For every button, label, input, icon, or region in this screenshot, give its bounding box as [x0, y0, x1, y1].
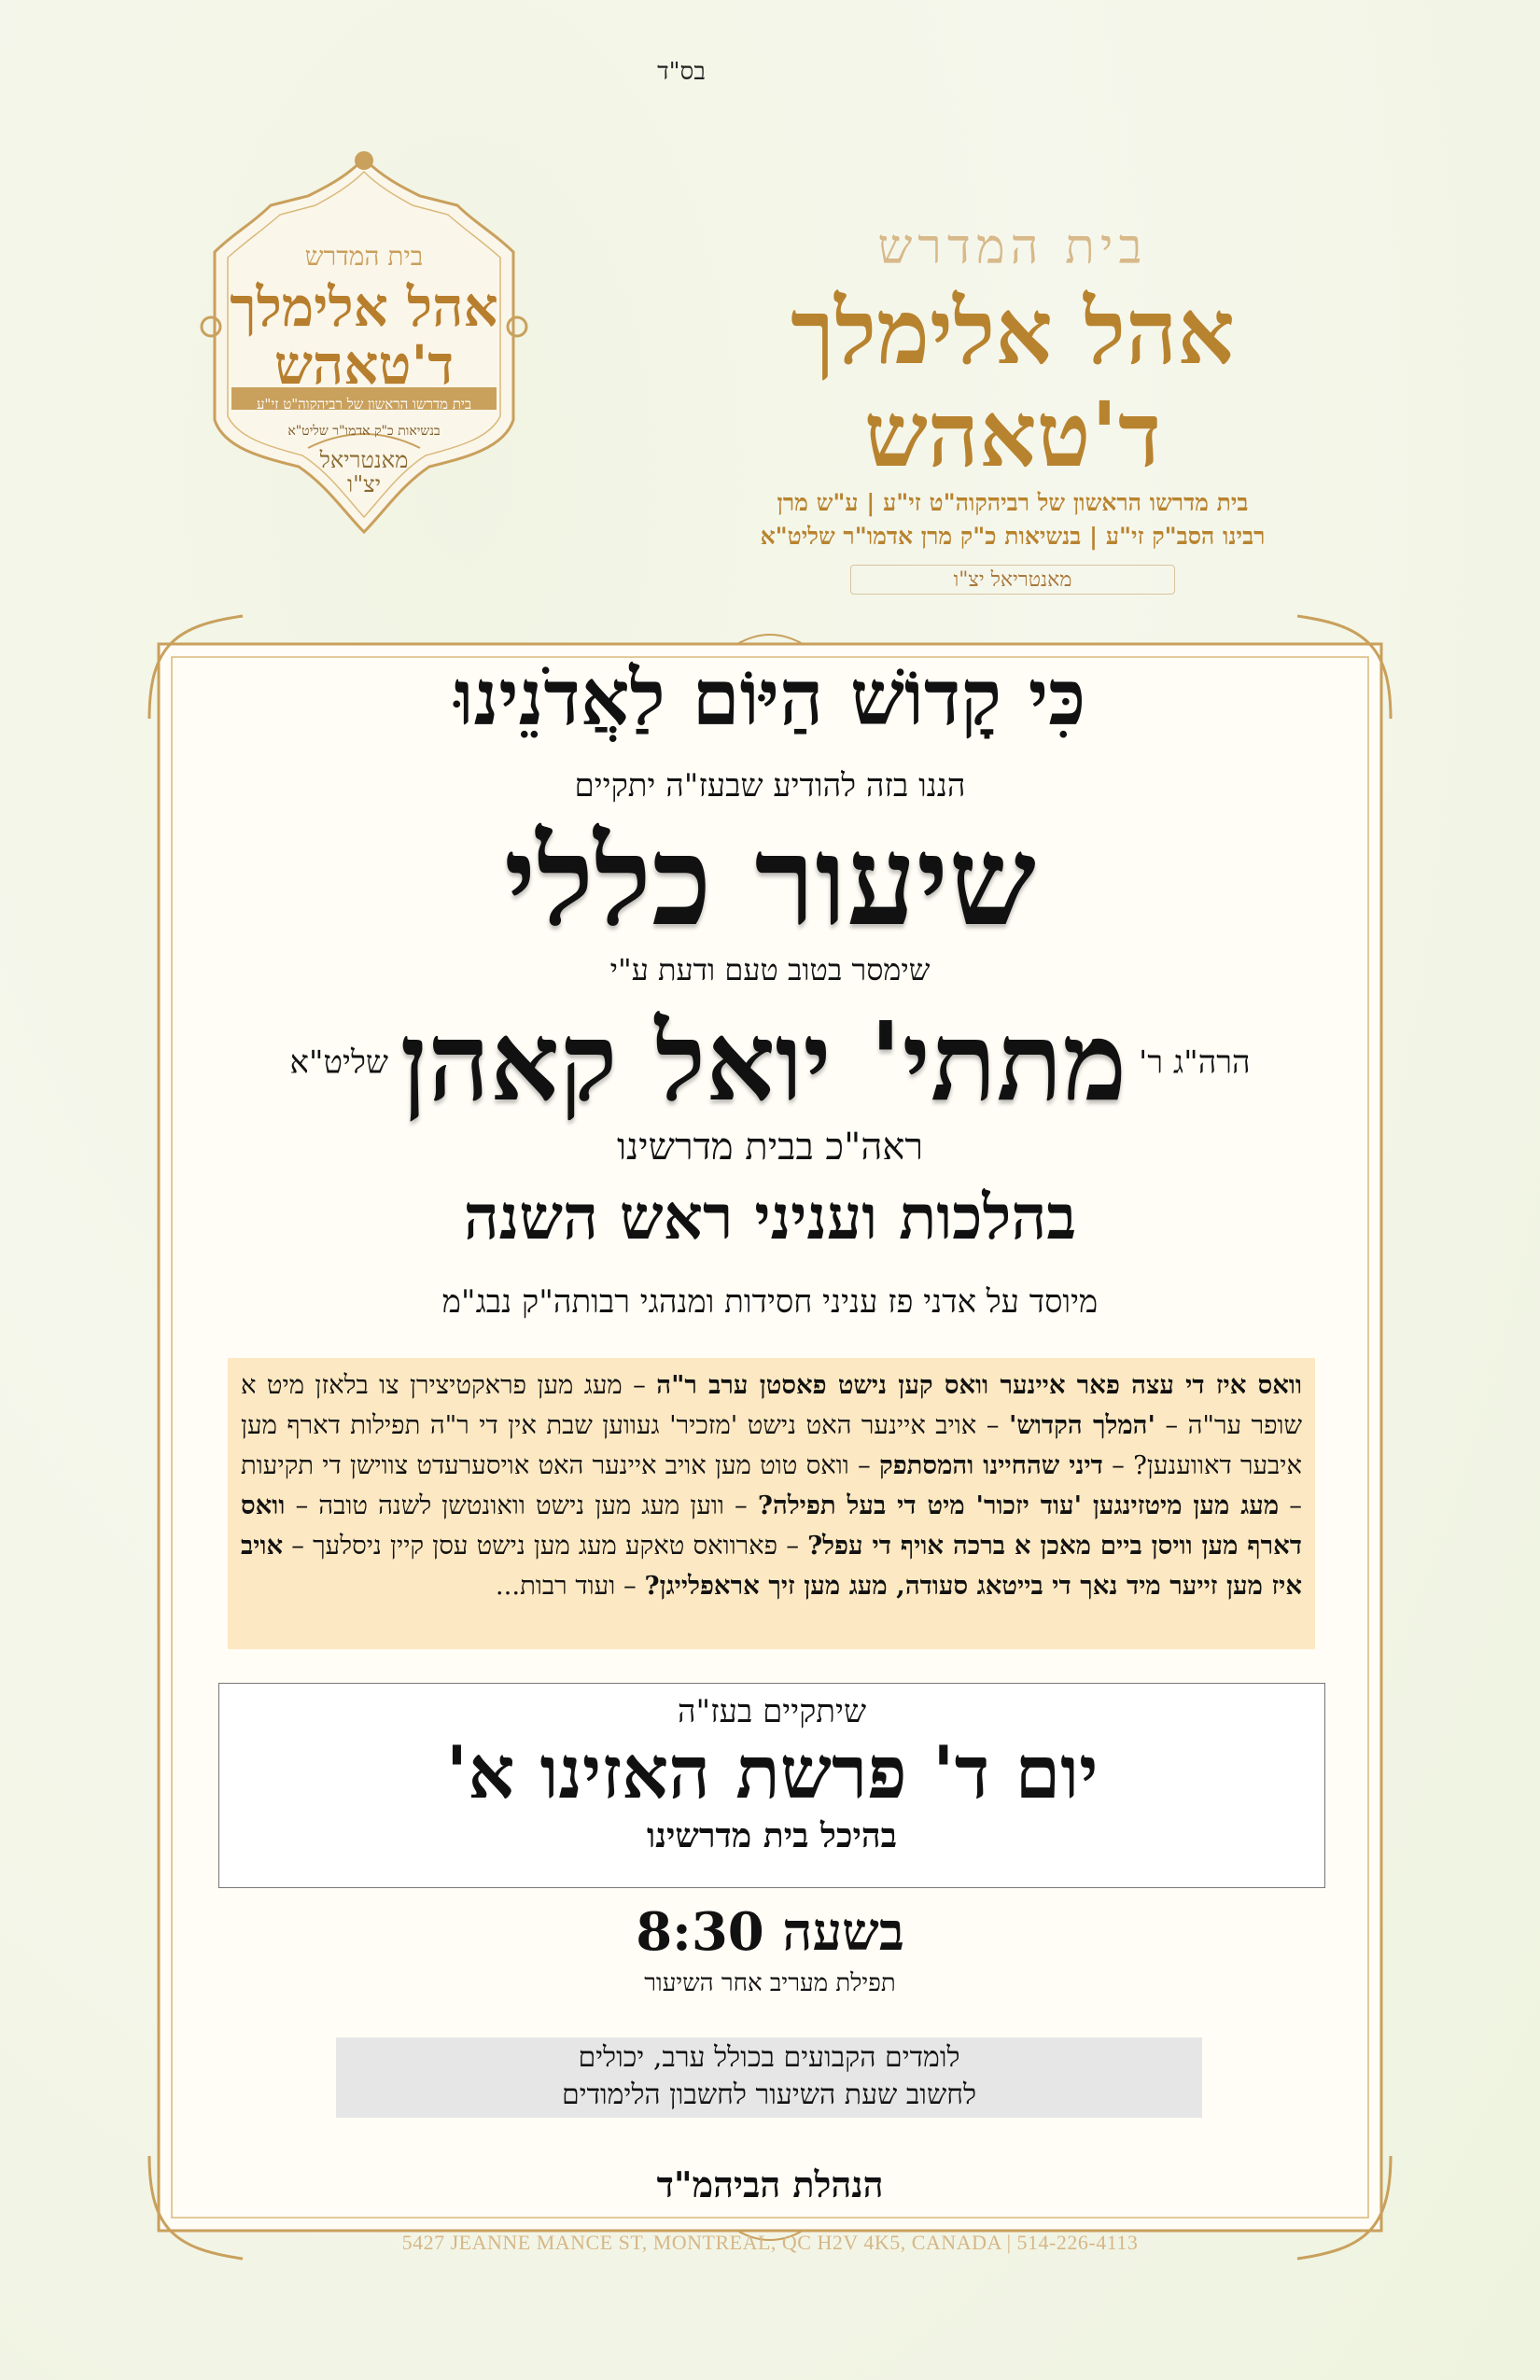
- badge-city: [159, 448, 569, 497]
- event-box: [218, 1683, 1325, 1888]
- question-bold: וואס איז די עצה פאר איינער וואס קען נישט פאסטן ערב ר"ה: [656, 1370, 1302, 1400]
- bsd-mark: בס"ד: [657, 58, 706, 86]
- question-bold: אויב איז מען זייער מיד נאך די בייטאג סעודה, מעג מען זיך אראפלייגן?: [241, 1531, 1302, 1601]
- badge-main-line2: ד'טאהש: [273, 333, 455, 397]
- question-bold: דיני שהחיינו והמסתפק: [878, 1450, 1103, 1480]
- badge-main: [159, 275, 569, 397]
- rav-line: [187, 999, 1353, 1127]
- header-title: אהל אלימלך ד'טאהש: [791, 279, 1235, 487]
- kollel-line1: לומדים הקבועים בכולל ערב, יכולים: [578, 2041, 960, 2074]
- topic-title: בהלכות ועניני ראש השנה: [463, 1181, 1077, 1253]
- question-text: – ועוד רבות...: [495, 1571, 645, 1601]
- address-footer: 5427 JEANNE MANCE ST, MONTREAL, QC H2V 4K5, CANADA | 514-226-4113: [401, 2231, 1139, 2254]
- questions-box: [228, 1358, 1315, 1649]
- rav-title: ראה"כ בבית מדרשינו: [616, 1126, 924, 1169]
- event-place: בהיכל בית מדרשינו: [647, 1816, 897, 1855]
- question-text: – מעג מען פראקטיצירן צו בלאזן מיט א שופר ער"ה –: [241, 1370, 1303, 1440]
- event-time: בשעה 8:30: [636, 1901, 904, 1963]
- based-on-text: מיוסד על אדני פז עניני חסידות ומנהגי רבותה"ק נבג"מ: [441, 1283, 1099, 1321]
- maariv-note: תפילת מעריב אחר השיעור: [644, 1969, 896, 1997]
- rav-suffix: שליט"א: [289, 1043, 388, 1082]
- given-by-text: שימסר בטוב טעם ודעת ע"י: [609, 952, 931, 987]
- question-bold: 'המלך הקדוש': [1008, 1410, 1155, 1440]
- kollel-note-box: [336, 2037, 1202, 2118]
- badge-line2: בנשיאות כ"ק אדמו"ר שליט"א: [287, 424, 441, 439]
- badge-city1: מאנטריאל: [319, 447, 409, 473]
- header-subtitle: בית המדרש: [877, 219, 1148, 275]
- kollel-line2: לחשוב שעת השיעור לחשבון הלימודים: [561, 2079, 976, 2111]
- question-text: – ווען מעג מען נישט וואונטשן לשנה טובה –: [285, 1491, 758, 1520]
- header-line1: בית מדרשו הראשון של רביהקוה"ט זי"ע | ע"ש מרן: [777, 489, 1249, 516]
- rav-prefix: הרה"ג ר': [1139, 1043, 1251, 1082]
- question-text: – פארוואס טאקע מעג מען נישט עסן קיין ניסלעך –: [283, 1531, 808, 1561]
- header-line2: רבינו הסב"ק זי"ע | בנשיאות כ"ק מרן אדמו"ר שליט"א: [760, 523, 1266, 550]
- badge-main-line1: אהל אלימלך: [230, 275, 498, 339]
- event-day: יום ד' פרשת האזינו א': [445, 1730, 1099, 1815]
- headline: כִּי קָדוֹשׁ הַיּוֹם לַאֲדֹנֵינוּ: [454, 653, 1086, 743]
- question-text: – אויב איינער האט נישט 'מזכיר' געווען שבת אין די ר"ה תפילות דארף מען איבער דאווענען? –: [241, 1410, 1302, 1480]
- header-city: מאנטריאל יצ"ו: [850, 565, 1176, 595]
- question-bold: וואס דארף מען וויסן ביים מאכן א ברכה אויף די עפל?: [241, 1491, 1302, 1561]
- question-bold: מעג מען מיטזינגען 'עוד יזכור' מיט די בעל תפילה?: [757, 1491, 1280, 1520]
- logo-badge: [159, 140, 569, 551]
- rav-name: מתתי' יואל קאהן: [399, 999, 1127, 1126]
- event-pre: שיתקיים בעז"ה: [677, 1693, 867, 1730]
- shiur-title: שיעור כללי: [504, 809, 1036, 954]
- question-text: – וואס טוט מען אויב איינער האט אויסערעדט צווישן די תקיעות –: [241, 1450, 1302, 1520]
- badge-city2: יצ"ו: [346, 471, 382, 497]
- header-block: [644, 219, 1381, 595]
- badge-top: בית המדרש: [304, 241, 424, 272]
- intro-text: הננו בזה להודיע שבעז"ה יתקיים: [574, 767, 966, 805]
- badge-line1: בית מדרשו הראשון של רביהקוה"ט זי"ע: [256, 396, 472, 413]
- signature: הנהלת הביהמ"ד: [656, 2163, 884, 2205]
